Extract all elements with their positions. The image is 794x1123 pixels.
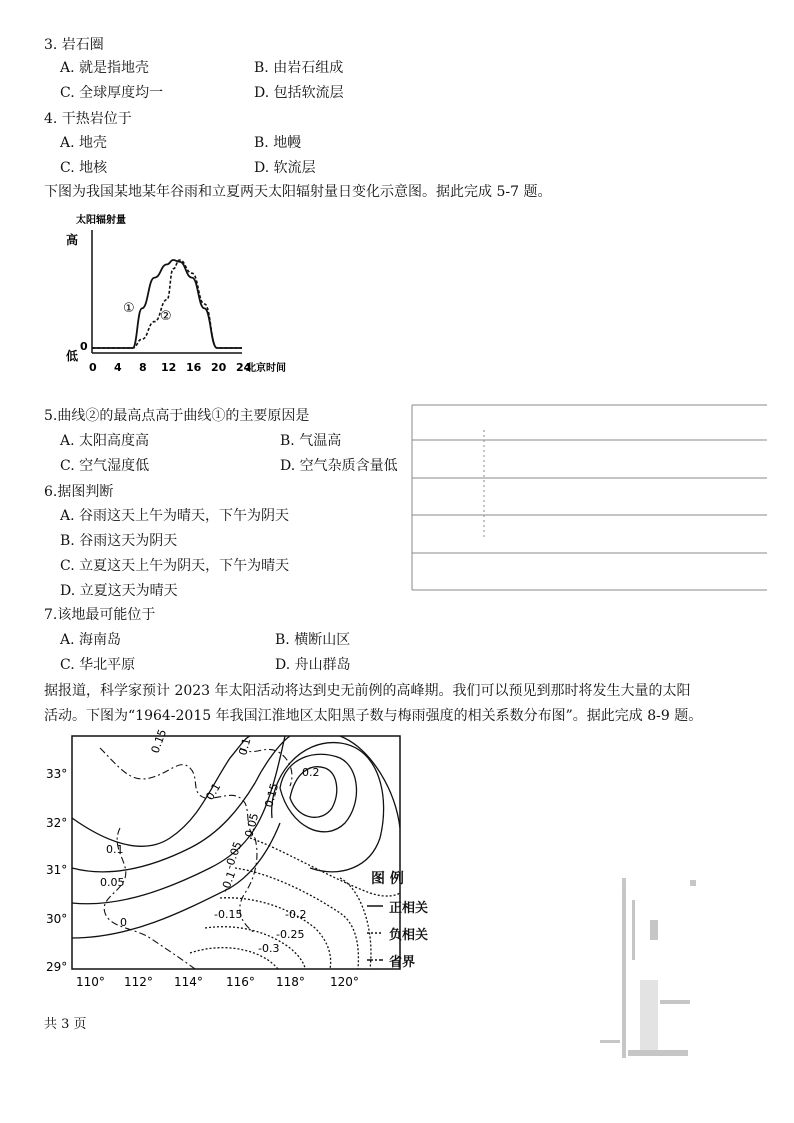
q3-option-b: B. 由岩石组成 bbox=[254, 60, 344, 76]
radiation-chart bbox=[60, 208, 286, 378]
q5-option-b: B. 气温高 bbox=[280, 433, 342, 449]
q5-option-a: A. 太阳高度高 bbox=[60, 433, 150, 449]
x-tick-label: 24 bbox=[236, 361, 252, 374]
chart-y-low: 低 bbox=[66, 349, 79, 363]
q4-option-c: C. 地核 bbox=[60, 160, 108, 176]
intro-8-9-line2: 活动。下图为“1964-2015 年我国江淮地区太阳黑子数与梅雨强度的相关系数分布图”。据此完成 8-9 题。 bbox=[44, 708, 703, 724]
x-tick-label: 20 bbox=[211, 361, 227, 374]
chart-ylabel: 太阳辐射量 bbox=[76, 215, 126, 226]
province-borders bbox=[100, 748, 292, 969]
contour-label: 0.15 bbox=[148, 727, 170, 756]
q3-option-c: C. 全球厚度均一 bbox=[60, 85, 164, 101]
correlation-map bbox=[40, 728, 420, 1003]
lat-label-32: 32° bbox=[46, 816, 68, 830]
contour-label: 0.1 bbox=[203, 780, 224, 803]
lon-label-118: 118° bbox=[276, 975, 305, 989]
legend-positive: 正相关 bbox=[389, 901, 429, 916]
contour-label: -0.1 bbox=[218, 869, 239, 895]
curve-2-label: ② bbox=[160, 309, 172, 324]
x-tick-label: 4 bbox=[114, 361, 122, 374]
legend-swatches bbox=[365, 866, 475, 966]
lon-label-114: 114° bbox=[174, 975, 203, 989]
series-line-1 bbox=[92, 260, 242, 348]
contour-label: 0 bbox=[120, 916, 127, 929]
contour-label: 0.1 bbox=[106, 843, 124, 856]
q4-option-d: D. 软流层 bbox=[254, 160, 316, 176]
legend-negative: 负相关 bbox=[389, 928, 429, 943]
x-tick-label: 0 bbox=[89, 361, 97, 374]
radiation-chart-svg bbox=[60, 208, 286, 378]
contour-label: -0.15 bbox=[214, 908, 243, 921]
legend-border: 省界 bbox=[389, 955, 416, 970]
lon-label-116: 116° bbox=[226, 975, 255, 989]
chart-xlabel: 北京时间 bbox=[246, 363, 286, 374]
curve-1-label: ① bbox=[123, 301, 135, 316]
q4-option-a: A. 地壳 bbox=[60, 135, 108, 151]
contour-label: 0.15 bbox=[262, 781, 282, 809]
q7-option-d: D. 舟山群岛 bbox=[275, 657, 351, 673]
page-footer: 共 3 页 bbox=[44, 1017, 87, 1032]
map-legend bbox=[365, 866, 475, 970]
intro-5-7: 下图为我国某地某年谷雨和立夏两天太阳辐射量日变化示意图。据此完成 5-7 题。 bbox=[44, 184, 552, 200]
chart-y-high: 高 bbox=[66, 233, 79, 247]
q5-stem: 5.曲线②的最高点高于曲线①的主要原因是 bbox=[44, 408, 310, 424]
q6-option-a: A. 谷雨这天上午为晴天，下午为阴天 bbox=[60, 508, 290, 524]
lon-label-120: 120° bbox=[330, 975, 359, 989]
lat-label-30: 30° bbox=[46, 912, 68, 926]
q5-option-c: C. 空气湿度低 bbox=[60, 458, 150, 474]
q6-option-b: B. 谷雨这天为阴天 bbox=[60, 533, 178, 549]
q7-option-b: B. 横断山区 bbox=[275, 632, 351, 648]
series-line-2 bbox=[92, 260, 242, 348]
q4-stem: 4. 干热岩位于 bbox=[44, 111, 132, 127]
q6-stem: 6.据图判断 bbox=[44, 484, 114, 500]
contour-label: -0.3 bbox=[258, 942, 280, 955]
lon-label-112: 112° bbox=[124, 975, 153, 989]
q7-option-a: A. 海南岛 bbox=[60, 632, 122, 648]
contour-labels bbox=[100, 728, 320, 955]
contour-label: 0.05 bbox=[100, 876, 125, 889]
lat-label-31: 31° bbox=[46, 863, 68, 877]
lon-label-110: 110° bbox=[76, 975, 105, 989]
q5-option-d: D. 空气杂质含量低 bbox=[280, 458, 398, 474]
q6-option-d: D. 立夏这天为晴天 bbox=[60, 583, 178, 599]
contour-label: 0.2 bbox=[302, 766, 320, 779]
x-tick-label: 12 bbox=[161, 361, 177, 374]
x-tick-label: 8 bbox=[139, 361, 147, 374]
intro-8-9-line1: 据报道，科学家预计 2023 年太阳活动将达到史无前例的高峰期。我们可以预见到那时将发生大量的太阳 bbox=[44, 683, 691, 699]
q3-option-a: A. 就是指地壳 bbox=[60, 60, 150, 76]
lat-label-33: 33° bbox=[46, 767, 68, 781]
legend-title: 图 例 bbox=[371, 871, 404, 887]
q4-option-b: B. 地幔 bbox=[254, 135, 302, 151]
q7-stem: 7.该地最可能位于 bbox=[44, 607, 156, 623]
x-tick-label: 16 bbox=[186, 361, 202, 374]
contour-label: -0.25 bbox=[276, 928, 305, 941]
q6-option-c: C. 立夏这天上午为阴天，下午为晴天 bbox=[60, 558, 290, 574]
q7-option-c: C. 华北平原 bbox=[60, 657, 136, 673]
lat-label-29: 29° bbox=[46, 960, 68, 974]
contour-label: -0.05 bbox=[222, 839, 245, 872]
q3-stem: 3. 岩石圈 bbox=[44, 37, 104, 53]
contour-label: 0.05 bbox=[242, 811, 262, 839]
chart-y-zero: 0 bbox=[80, 340, 88, 353]
q3-option-d: D. 包括软流层 bbox=[254, 85, 344, 101]
contour-label: 0.1 bbox=[236, 736, 254, 757]
contour-label: -0.2 bbox=[285, 908, 307, 921]
